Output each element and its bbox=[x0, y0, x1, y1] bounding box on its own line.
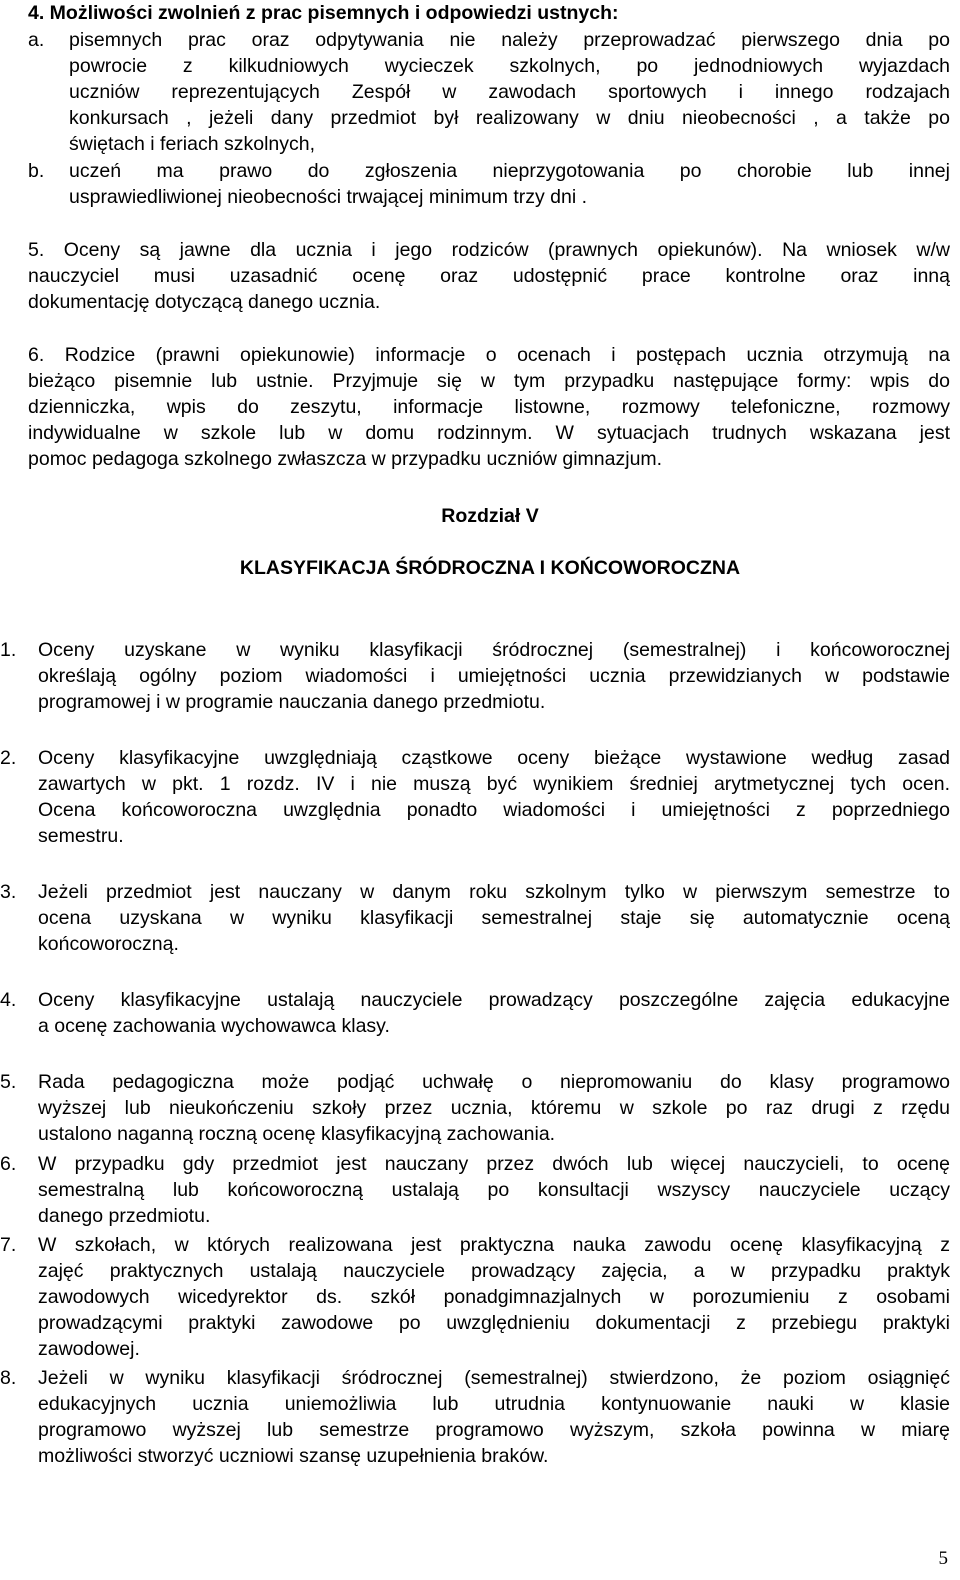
item-8-line-1: Jeżeli w wyniku klasyfikacji śródrocznej (semestralnej) stwierdzono, że poziom osiągnięć bbox=[38, 1367, 950, 1389]
chapter-subtitle: KLASYFIKACJA ŚRÓDROCZNA I KOŃCOWOROCZNA bbox=[239, 557, 741, 579]
item-8-line-4: możliwości stworzyć uczniowi szansę uzupełnienia braków. bbox=[38, 1445, 549, 1467]
item-1-line-2: określają ogólny poziom wiadomości i umiejętności ucznia przewidzianych w podstawie bbox=[38, 665, 950, 687]
section-6-line-4: indywidualne w szkole lub w domu rodzinnym. W sytuacjach trudnych wskazana jest bbox=[28, 422, 950, 444]
item-3-line-2: ocena uzyskana w wyniku klasyfikacji semestralnej staje się automatycznie oceną bbox=[38, 907, 950, 929]
item-3-number: 3. bbox=[0, 881, 17, 903]
item-8-line-2: edukacyjnych ucznia uniemożliwia lub utrudnia kontynuowanie nauki w klasie bbox=[38, 1393, 950, 1415]
item-2-line-3: Ocena końcoworoczna uwzględnia ponadto wiadomości i umiejętności z poprzedniego bbox=[38, 799, 950, 821]
item-7-line-4: prowadzącymi praktyki zawodowe po uwzględnieniu dokumentacji z przebiegu praktyki bbox=[38, 1312, 950, 1334]
item-4-line-2: a ocenę zachowania wychowawca klasy. bbox=[38, 1015, 390, 1037]
item-a-marker: a. bbox=[28, 29, 45, 51]
item-8-line-3: programowo wyższej lub semestrze programowo wyższym, szkoła powinna w miarę bbox=[38, 1419, 950, 1441]
item-a-line-4: konkursach , jeżeli dany przedmiot był realizowany w dniu nieobecności , a także po bbox=[69, 107, 950, 129]
item-6-line-1: W przypadku gdy przedmiot jest nauczany przez dwóch lub więcej nauczycieli, to ocenę bbox=[38, 1153, 950, 1175]
section-6-line-1: 6. Rodzice (prawni opiekunowie) informacje o ocenach i postępach ucznia otrzymują na bbox=[28, 344, 950, 366]
item-b-marker: b. bbox=[28, 160, 45, 182]
item-3-line-1: Jeżeli przedmiot jest nauczany w danym roku szkolnym tylko w pierwszym semestrze to bbox=[38, 881, 950, 903]
item-4-line-1: Oceny klasyfikacyjne ustalają nauczyciele prowadzący poszczególne zajęcia edukacyjne bbox=[38, 989, 950, 1011]
page-number: 5 bbox=[938, 1548, 948, 1569]
item-1-number: 1. bbox=[0, 639, 17, 661]
item-5-line-1: Rada pedagogiczna może podjąć uchwałę o niepromowaniu do klasy programowo bbox=[38, 1071, 950, 1093]
item-6-line-3: danego przedmiotu. bbox=[38, 1205, 211, 1227]
item-7-number: 7. bbox=[0, 1234, 17, 1256]
item-2-line-1: Oceny klasyfikacyjne uwzględniają cząstkowe oceny bieżące wystawione według zasad bbox=[38, 747, 950, 769]
item-5-line-3: ustalono naganną roczną ocenę klasyfikacyjną zachowania. bbox=[38, 1123, 556, 1145]
item-7-line-1: W szkołach, w których realizowana jest praktyczna nauka zawodu ocenę klasyfikacyjną z bbox=[38, 1234, 950, 1256]
item-b-line-1: uczeń ma prawo do zgłoszenia nieprzygotowania po chorobie lub innej bbox=[69, 160, 950, 182]
item-7-line-2: zajęć praktycznych ustalają nauczyciele prowadzący zajęcia, a w przypadku praktyk bbox=[38, 1260, 950, 1282]
item-1-line-3: programowej i w programie nauczania danego przedmiotu. bbox=[38, 691, 546, 713]
section-5-line-1: 5. Oceny są jawne dla ucznia i jego rodziców (prawnych opiekunów). Na wniosek w/w bbox=[28, 239, 950, 261]
item-6-line-2: semestralną lub końcoworoczną ustalają po konsultacji wszyscy nauczyciele uczący bbox=[38, 1179, 950, 1201]
item-1-line-1: Oceny uzyskane w wyniku klasyfikacji śródrocznej (semestralnej) i końcoworocznej bbox=[38, 639, 950, 661]
item-a-line-2: powrocie z kilkudniowych wycieczek szkolnych, po jednodniowych wyjazdach bbox=[69, 55, 950, 77]
section-6-line-3: dzienniczka, wpis do zeszytu, informacje listowne, rozmowy telefoniczne, rozmowy bbox=[28, 396, 950, 418]
item-5-number: 5. bbox=[0, 1071, 17, 1093]
item-b-line-2: usprawiedliwionej nieobecności trwającej minimum trzy dni . bbox=[69, 186, 588, 208]
item-6-number: 6. bbox=[0, 1153, 17, 1175]
item-a-line-3: uczniów reprezentujących Zespół w zawodach sportowych i innego rodzajach bbox=[69, 81, 950, 103]
item-7-line-5: zawodowej. bbox=[38, 1338, 140, 1360]
section-6-line-2: bieżąco pisemnie lub ustnie. Przyjmuje się w tym przypadku następujące formy: wpis do bbox=[28, 370, 950, 392]
item-5-line-2: wyższej lub nieukończeniu szkoły przez ucznia, któremu w szkole po raz drugi z rzędu bbox=[38, 1097, 950, 1119]
item-8-number: 8. bbox=[0, 1367, 17, 1389]
item-3-line-3: końcoworoczną. bbox=[38, 933, 179, 955]
chapter-title: Rozdział V bbox=[441, 505, 539, 527]
item-a-line-1: pisemnych prac oraz odpytywania nie należy przeprowadzać pierwszego dnia po bbox=[69, 29, 950, 51]
item-7-line-3: zawodowych wicedyrektor ds. szkół ponadgimnazjalnych w porozumieniu z osobami bbox=[38, 1286, 950, 1308]
item-a-line-5: świętach i feriach szkolnych, bbox=[69, 133, 316, 155]
section-4-heading: 4. Możliwości zwolnień z prac pisemnych i odpowiedzi ustnych: bbox=[28, 2, 619, 24]
item-4-number: 4. bbox=[0, 989, 17, 1011]
section-5-line-3: dokumentację dotyczącą danego ucznia. bbox=[28, 291, 381, 313]
section-5-line-2: nauczyciel musi uzasadnić ocenę oraz udostępnić prace kontrolne oraz inną bbox=[28, 265, 950, 287]
item-2-number: 2. bbox=[0, 747, 17, 769]
item-2-line-2: zawartych w pkt. 1 rozdz. IV i nie muszą być wynikiem średniej arytmetycznej tych ocen. bbox=[38, 773, 950, 795]
section-6-line-5: pomoc pedagoga szkolnego zwłaszcza w przypadku uczniów gimnazjum. bbox=[28, 448, 663, 470]
item-2-line-4: semestru. bbox=[38, 825, 124, 847]
